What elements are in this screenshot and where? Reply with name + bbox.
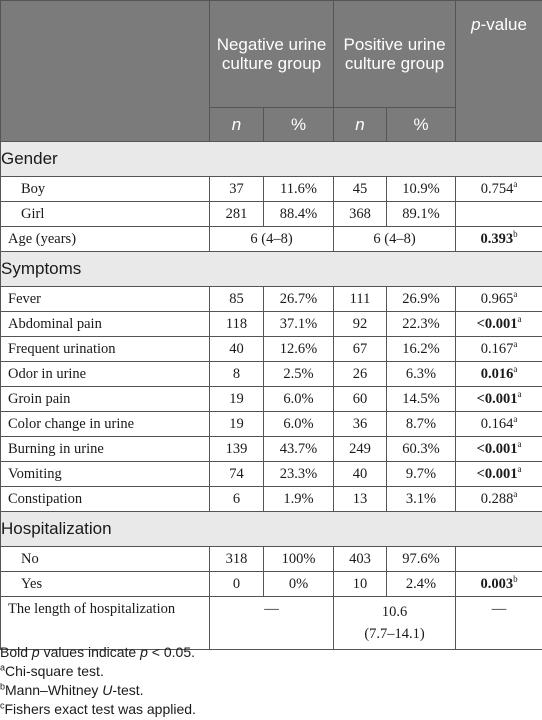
section-hospitalization: Hospitalization: [1, 512, 542, 547]
p-value-cell: <0.001$^a$: [456, 462, 542, 487]
footnote-a: $^a$Chi-square test.: [0, 662, 104, 679]
p-value-cell: 0.754$^a$: [456, 177, 542, 202]
footnote-b: $^b$Mann–Whitney U-test.: [0, 681, 144, 698]
p-value-cell: 0.965$^a$: [456, 287, 542, 312]
header-neg-pct: %: [264, 108, 334, 142]
p-value-cell: <0.001$^a$: [456, 437, 542, 462]
table-row: No 318 100% 403 97.6%: [1, 547, 542, 572]
p-value-cell: 0.003$^b$: [456, 572, 542, 597]
header-pos-n: n: [334, 108, 387, 142]
table-row: Boy 37 11.6% 45 10.9% 0.754$^a$: [1, 177, 542, 202]
table-row: Vomiting 74 23.3% 40 9.7% <0.001$^a$: [1, 462, 542, 487]
header-negative-group: Negative urine culture group: [210, 1, 334, 108]
header-p-value: p-value: [456, 1, 542, 142]
p-value-cell: <0.001$^a$: [456, 312, 542, 337]
table-row: Color change in urine 19 6.0% 36 8.7% 0.164$^a$: [1, 412, 542, 437]
header-blank: [1, 1, 210, 142]
p-value-cell: 0.164$^a$: [456, 412, 542, 437]
table-row: Burning in urine 139 43.7% 249 60.3% <0.001$^a$: [1, 437, 542, 462]
table-row: Yes 0 0% 10 2.4% 0.003$^b$: [1, 572, 542, 597]
table-row: Fever 85 26.7% 111 26.9% 0.965$^a$: [1, 287, 542, 312]
header-pos-pct: %: [387, 108, 456, 142]
footnote-c: $^c$Fishers exact test was applied.: [0, 700, 196, 717]
table-row: Girl 281 88.4% 368 89.1%: [1, 202, 542, 227]
header-positive-group: Positive urine culture group: [334, 1, 456, 108]
p-value-cell: 0.393$^b$: [456, 227, 542, 252]
section-symptoms: Symptoms: [1, 252, 542, 287]
table-row: Constipation 6 1.9% 13 3.1% 0.288$^a$: [1, 487, 542, 512]
table-footnotes: [0, 643, 542, 719]
p-value-cell: [456, 202, 542, 227]
length-positive-cell: 10.6 (7.7–14.1): [334, 597, 456, 650]
p-value-cell: 0.016$^a$: [456, 362, 542, 387]
p-value-cell: 0.288$^a$: [456, 487, 542, 512]
p-value-cell: 0.167$^a$: [456, 337, 542, 362]
footnote-bold: Bold p values indicate p < 0.05.: [0, 644, 196, 660]
table-row: Age (years) 6 (4–8) 6 (4–8) 0.393$^b$: [1, 227, 542, 252]
table-row: Groin pain 19 6.0% 60 14.5% <0.001$^a$: [1, 387, 542, 412]
table-row: The length of hospitalization — 10.6 (7.7–14.1) —: [1, 597, 542, 650]
table-row: Abdominal pain 118 37.1% 92 22.3% <0.001$^a$: [1, 312, 542, 337]
header-neg-n: n: [210, 108, 264, 142]
p-value-cell: [456, 547, 542, 572]
p-value-cell: <0.001$^a$: [456, 387, 542, 412]
table-row: Odor in urine 8 2.5% 26 6.3% 0.016$^a$: [1, 362, 542, 387]
section-gender: Gender: [1, 142, 542, 177]
table-row: Frequent urination 40 12.6% 67 16.2% 0.167$^a$: [1, 337, 542, 362]
